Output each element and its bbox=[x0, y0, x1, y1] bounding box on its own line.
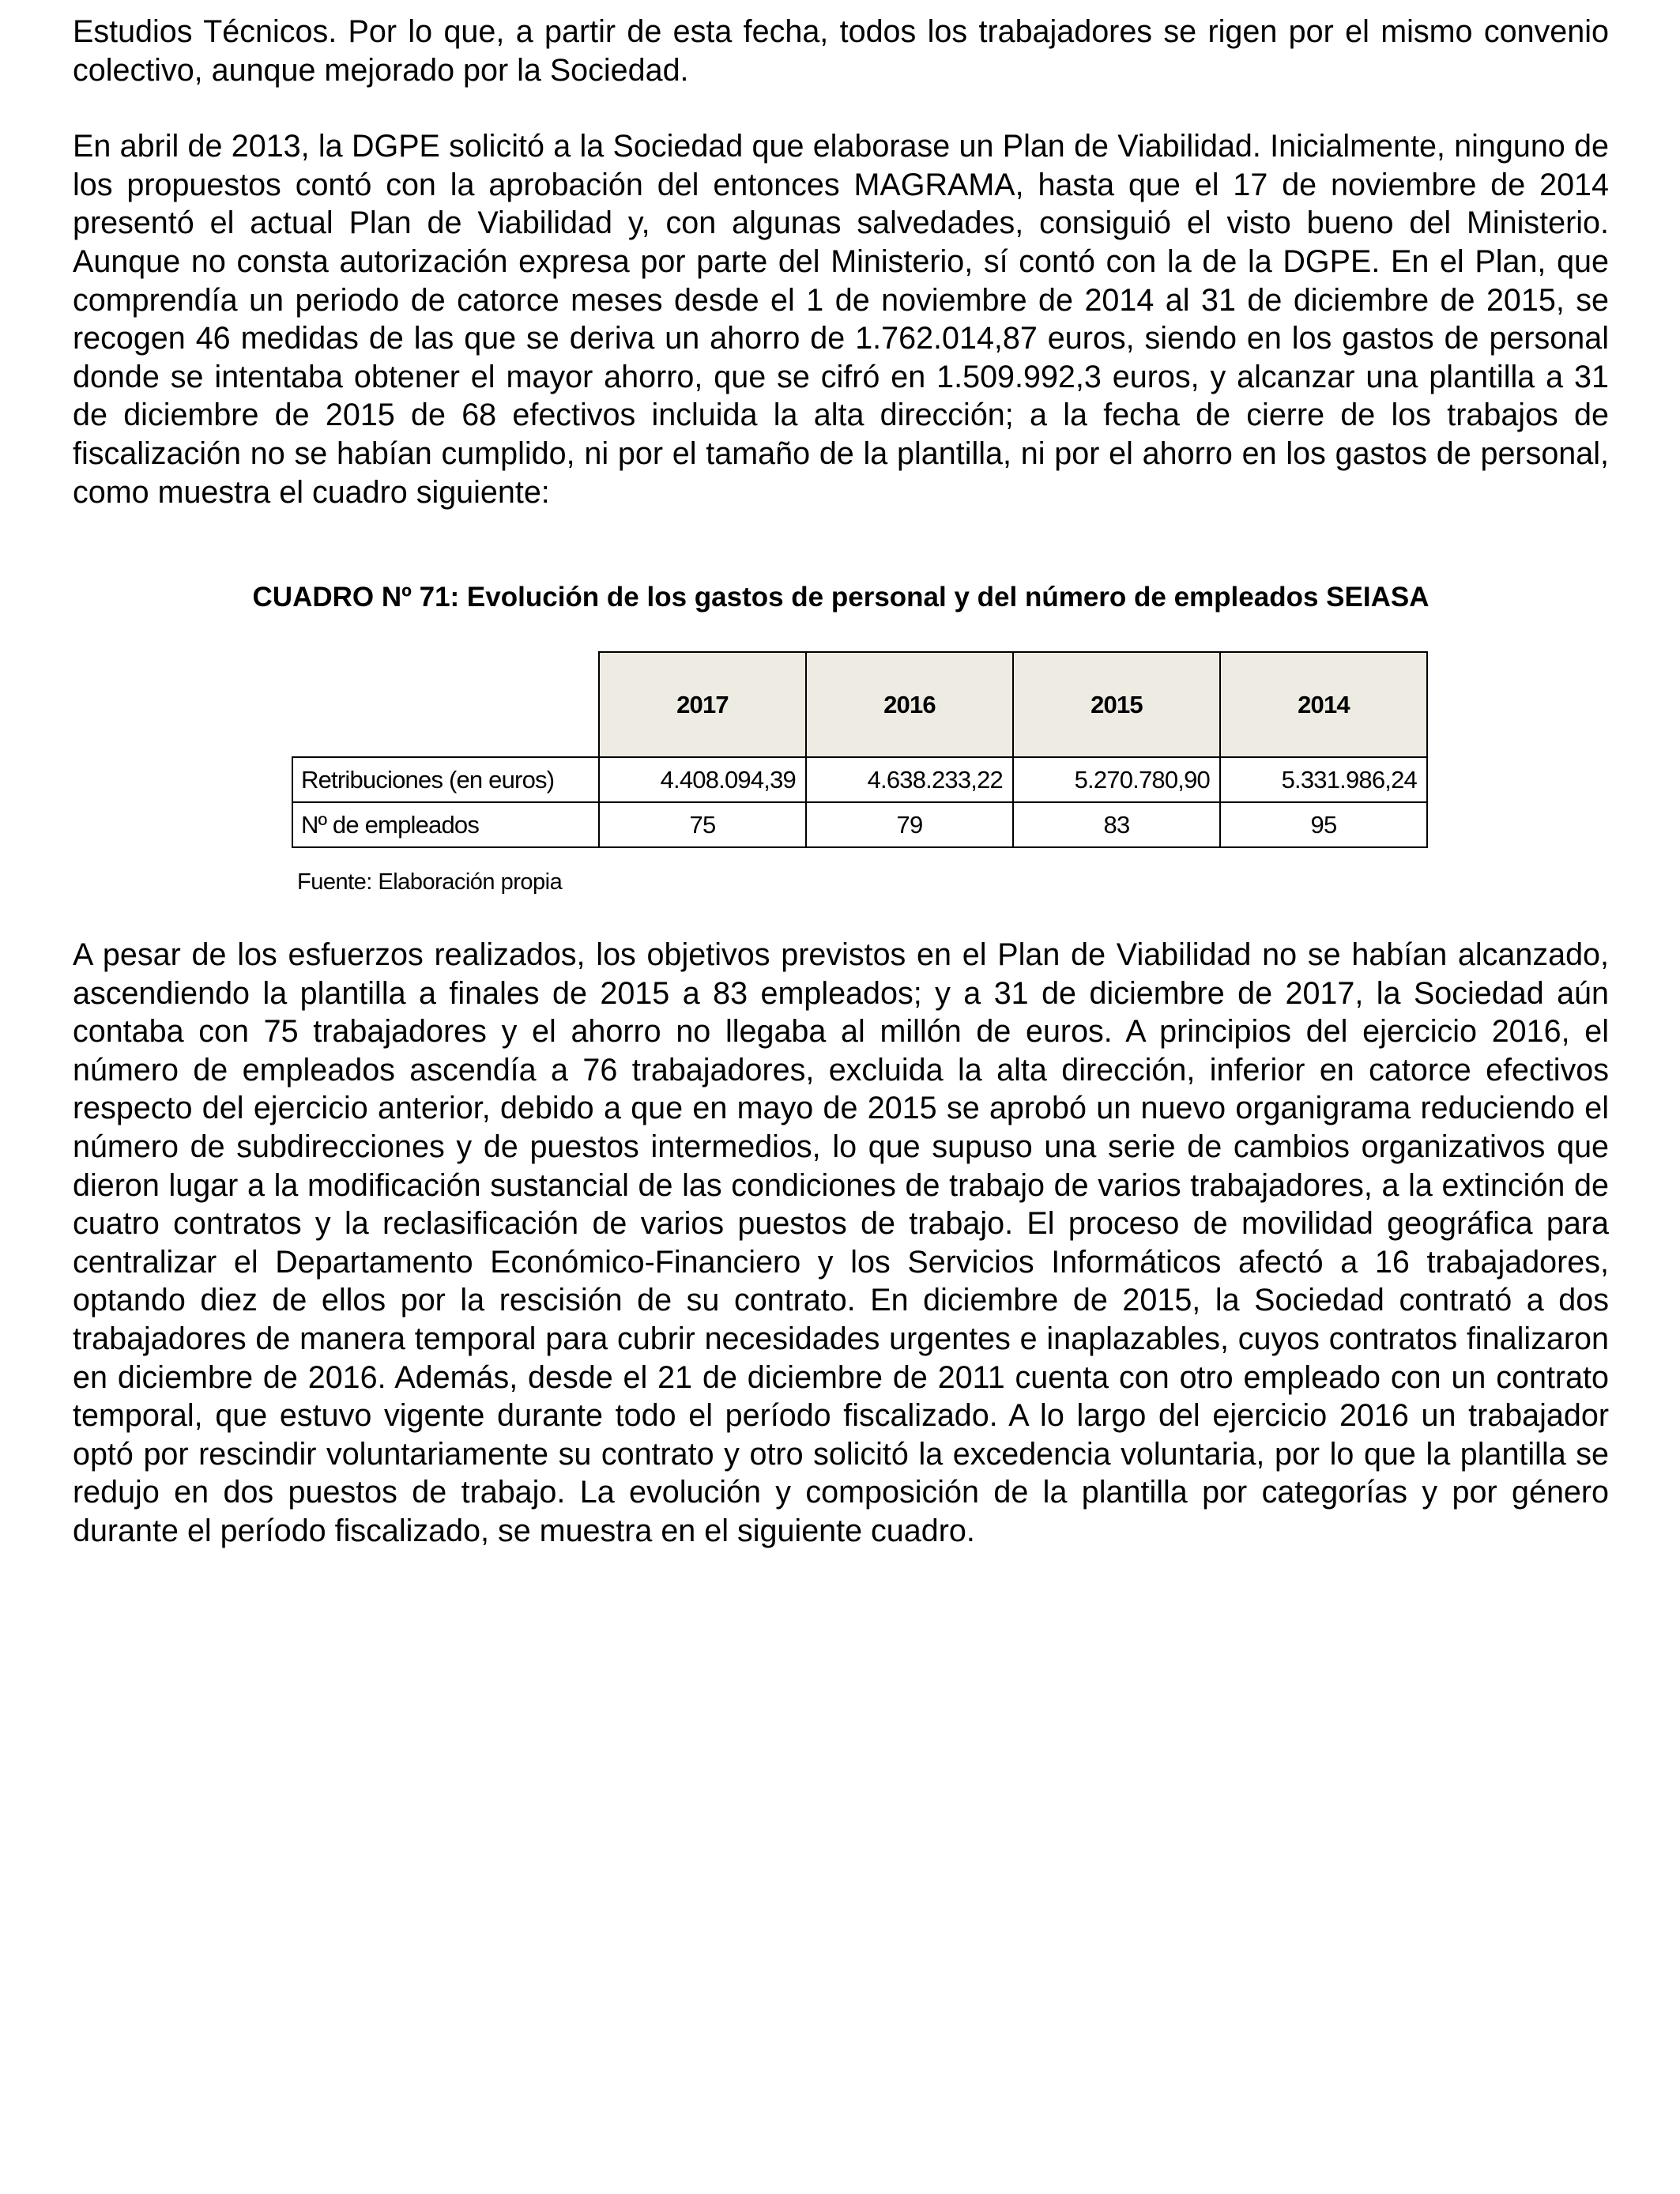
table-header-blank bbox=[292, 652, 599, 757]
table-cell: 5.270.780,90 bbox=[1013, 757, 1220, 802]
table-cell: 5.331.986,24 bbox=[1220, 757, 1427, 802]
year-header: 2014 bbox=[1220, 652, 1427, 757]
year-header: 2015 bbox=[1013, 652, 1220, 757]
table-cell: 95 bbox=[1220, 802, 1427, 847]
personnel-table bbox=[292, 651, 1428, 848]
row-label: Nº de empleados bbox=[292, 802, 599, 847]
paragraph-3-wrapper bbox=[73, 936, 1609, 1551]
table-source: Fuente: Elaboración propia bbox=[297, 869, 563, 895]
paragraph-2: En abril de 2013, la DGPE solicitó a la Sociedad que elaborase un Plan de Viabilidad. Inicialmente, ninguno de los propuestos contó con la aprobación del entonces MAGRAMA, hasta que el 17 de noviembre de 2014 presentó el actual Plan de Viabilidad y, con algunas salvedades, consiguió el visto bueno del Ministerio. Aunque no consta autorización expresa por parte del Ministerio, sí contó con la de la DGPE. En el Plan, que comprendía un periodo de catorce meses desde el 1 de noviembre de 2014 al 31 de diciembre de 2015, se recogen 46 medidas de las que se deriva un ahorro de 1.762.014,87 euros, siendo en los gastos de personal donde se intentaba obtener el mayor ahorro, que se cifró en 1.509.992,3 euros, y alcanzar una plantilla a 31 de diciembre de 2015 de 68 efectivos incluida la alta dirección; a la fecha de cierre de los trabajos de fiscalización no se habían cumplido, ni por el tamaño de la plantilla, ni por el ahorro en los gastos de personal, como muestra el cuadro siguiente: bbox=[73, 129, 1609, 510]
row-label: Retribuciones (en euros) bbox=[292, 757, 599, 802]
table-cell: 79 bbox=[806, 802, 1013, 847]
table-cell: 4.408.094,39 bbox=[599, 757, 806, 802]
table-header-row bbox=[292, 652, 1427, 757]
document-page bbox=[73, 13, 1609, 1548]
paragraph-3: A pesar de los esfuerzos realizados, los objetivos previstos en el Plan de Viabilidad no se habían alcanzado, ascendiendo la plantilla a finales de 2015 a 83 empleados; y a 31 de diciembre de 2017, la Sociedad aún contaba con 75 trabajadores y el ahorro no llegaba al millón de euros. A principios del ejercicio 2016, el número de empleados ascendía a 76 trabajadores, excluida la alta dirección, inferior en catorce efectivos respecto del ejercicio anterior, debido a que en mayo de 2015 se aprobó un nuevo organigrama reduciendo el número de subdirecciones y de puestos intermedios, lo que supuso una serie de cambios organizativos que dieron lugar a la modificación sustancial de las condiciones de trabajo de varios trabajadores, a la extinción de cuatro contratos y la reclasificación de varios puestos de trabajo. El proceso de movilidad geográfica para centralizar el Departamento Económico-Financiero y los Servicios Informáticos afectó a 16 trabajadores, optando diez de ellos por la rescisión de su contrato. En diciembre de 2015, la Sociedad contrató a dos trabajadores de manera temporal para cubrir necesidades urgentes e inaplazables, cuyos contratos finalizaron en diciembre de 2016. Además, desde el 21 de diciembre de 2011 cuenta con otro empleado con un contrato temporal, que estuvo vigente durante todo el período fiscalizado. A lo largo del ejercicio 2016 un trabajador optó por rescindir voluntariamente su contrato y otro solicitó la excedencia voluntaria, por lo que la plantilla se redujo en dos puestos de trabajo. La evolución y composición de la plantilla por categorías y por género durante el período fiscalizado, se muestra en el siguiente cuadro. bbox=[73, 937, 1609, 1548]
year-header: 2017 bbox=[599, 652, 806, 757]
table-cell: 4.638.233,22 bbox=[806, 757, 1013, 802]
table-row-empleados bbox=[292, 802, 1427, 847]
year-header: 2016 bbox=[806, 652, 1013, 757]
paragraph-1: Estudios Técnicos. Por lo que, a partir de esta fecha, todos los trabajadores se rigen por el mismo convenio colectivo, aunque mejorado por la Sociedad. bbox=[73, 14, 1609, 88]
table-cell: 83 bbox=[1013, 802, 1220, 847]
table-cell: 75 bbox=[599, 802, 806, 847]
table-caption: CUADRO Nº 71: Evolución de los gastos de personal y del número de empleados SEIASA bbox=[252, 582, 1430, 613]
table-row-retribuciones bbox=[292, 757, 1427, 802]
